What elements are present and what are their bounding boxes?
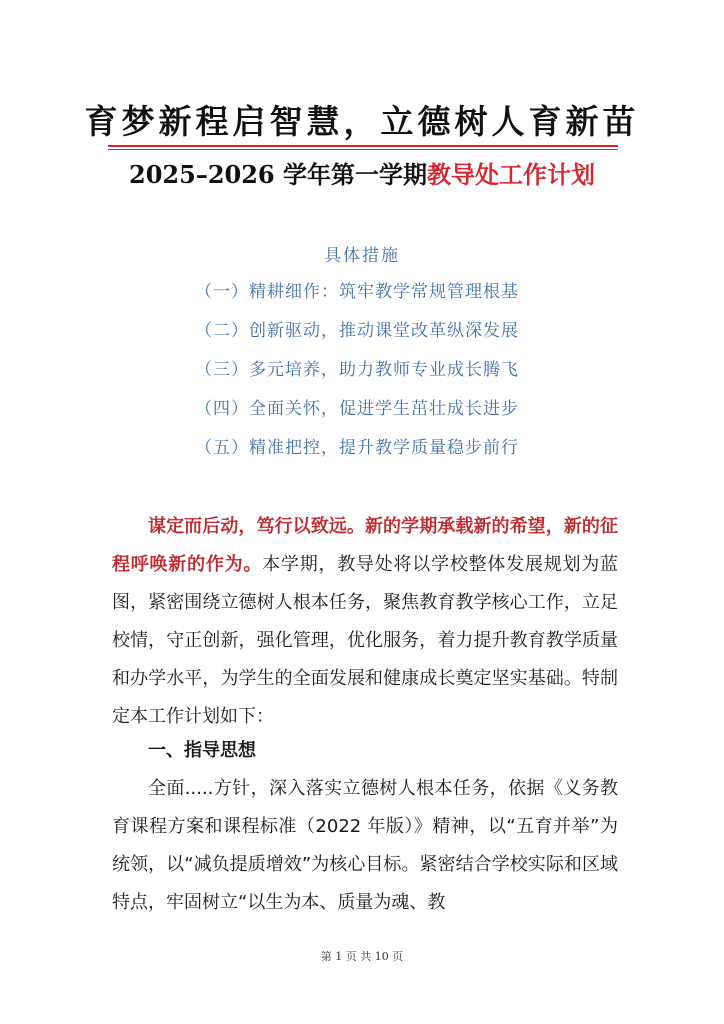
measure-item-4[interactable]: （四）全面关怀，促进学生茁壮成长进步	[195, 399, 519, 419]
subtitle	[0, 155, 724, 190]
intro-paragraph	[112, 508, 618, 736]
title-divider	[108, 145, 618, 147]
measures-heading: 具体措施	[324, 246, 400, 266]
section-heading-guiding-thought: 一、指导思想	[148, 740, 256, 761]
measures-outline	[0, 245, 724, 476]
intro-highlight: 谋定而后动，笃行以致远。新的学期承载新的希望，新的征程呼唤新的作为。	[112, 516, 618, 575]
measure-item-3[interactable]: （三）多元培养，助力教师专业成长腾飞	[195, 360, 519, 380]
measure-item-5[interactable]: （五）精准把控，提升教学质量稳步前行	[195, 438, 519, 458]
main-title: 育梦新程启智慧，立德树人育新苗	[84, 102, 640, 141]
intro-text: 本学期，教导处将以学校整体发展规划为蓝图，紧密围绕立德树人根本任务，聚焦教育教学核心工作，立足校情，守正创新，强化管理，优化服务，着力提升教育教学质量和办学水平，为学生的全面发展和健康成长奠定坚实基础。特制定本工作计划如下：	[112, 554, 619, 727]
measure-item-1[interactable]: （一）精耕细作：筑牢教学常规管理根基	[195, 282, 519, 302]
subtitle-term: 2025–2026 学年第一学期	[129, 160, 427, 189]
page-number: 第 1 页 共 10 页	[320, 950, 404, 963]
section-paragraph: 全面.....方针，深入落实立德树人根本任务，依据《义务教育课程方案和课程标准（2022 年版）》精神，以“五育并举”为统领，以“减负提质增效”为核心目标。紧密结合学校实际和区域特点，牢固树立“以生为本、质量为魂、教	[112, 778, 618, 913]
measure-item-2[interactable]: （二）创新驱动，推动课堂改革纵深发展	[195, 321, 519, 341]
subtitle-office-plan: 教导处工作计划	[426, 160, 595, 189]
title-divider-thin	[108, 149, 618, 150]
